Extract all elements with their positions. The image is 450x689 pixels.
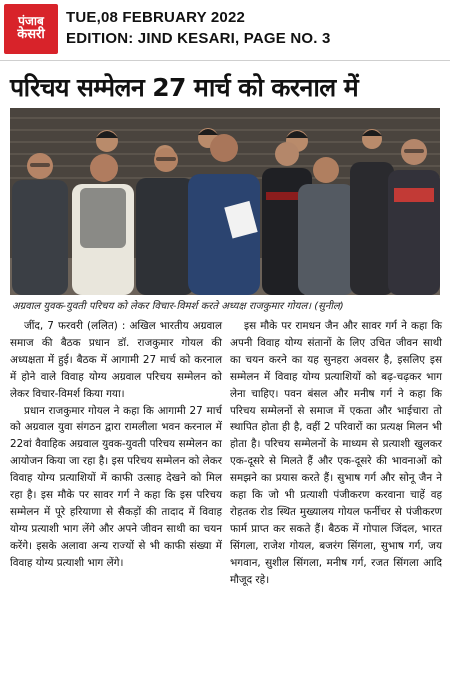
paragraph: इस मौके पर रामधन जैन और सावर गर्ग ने कहा कि अपनी विवाह योग्य संतानों के लिए उचित जीवन साथी का चयन करने का यह सुनहरा अवसर है, इसलिए इस सम्मेलन में विवाह योग्य प्रत्याशियों को बढ़-चढ़कर भाग लेना चाहिए। पवन बंसल और मनीष गर्ग ने कहा कि परिचय सम्मेलनों से समाज में एकता और भाईचारा तो स्थापित होता ही है, वहीं 2 परिवारों का प्रत्यक्ष मिलन भी होता है। परिचय सम्मेलनों के माध्यम से प्रत्याशी खुलकर एक-दूसरे से मिलते हैं और एक-दूसरे की भावनाओं को समझने का प्रयास करते हैं। सुभाष गर्ग और सोनू जैन ने कहा कि जो भी प्रत्याशी पंजीकरण करवाना चाहें वह रोहतक रोड स्थित मुख्यालय गोयल फर्नीचर से पंजीकरण फार्म प्राप्त कर सकते हैं। बैठक में गोपाल जिंदल, भारत सिंगला, राजेश गोयल, बजरंग सिंगला, सुभाष गर्ग, जय भगवान, सुशील सिंगला, मनीष गर्ग, रजत सिंगला आदि मौजूद रहे। (230, 320, 442, 586)
logo-line-2: केसरी (17, 27, 45, 43)
masthead-divider (0, 60, 450, 61)
article-column-left (10, 318, 222, 572)
article-headline: परिचय सम्मेलन 27 मार्च को करनाल में (10, 73, 359, 102)
article-photo (10, 108, 440, 295)
logo-line-1: पंजाब (18, 13, 44, 28)
article-column-right (230, 318, 442, 589)
masthead (0, 0, 450, 58)
publication-date: TUE,08 FEBRUARY 2022 (66, 9, 246, 26)
edition-meta (66, 7, 331, 49)
photo-caption: अग्रवाल युवक-युवती परिचय को लेकर विचार-विमर्श करते अध्यक्ष राजकुमार गोयल। (सुनील) (12, 301, 344, 312)
paragraph: प्रधान राजकुमार गोयल ने कहा कि आगामी 27 मार्च को अग्रवाल युवा संगठन द्वारा रामलीला भवन करनाल में 22वां वैवाहिक अग्रवाल युवक-युवती परिचय सम्मेलन का आयोजन किया जा रहा है। इस परिचय सम्मेलन को लेकर विवाह योग्य प्रत्याशियों में काफी उत्साह देखने को मिल रहा है। इस मौके पर सावर गर्ग ने कहा कि इस परिचय सम्मेलन में पूरे हरियाणा से सैकड़ों की तादाद में विवाह योग्य प्रत्याशी भाग लेंगे और अपने जीवन साथी का चयन करेंगे। इसके अलावा अन्य राज्यों से भी काफी संख्या में विवाह योग्य प्रत्याशी भाग लेंगे। (10, 404, 222, 569)
paragraph: जींद, 7 फरवरी (ललित) : अखिल भारतीय अग्रवाल समाज की बैठक प्रधान डॉ. राजकुमार गोयल की अध्यक्षता में हुई। बैठक में आगामी 27 मार्च को करनाल में होने वाले विवाह योग्य अग्रवाल परिचय सम्मेलन को लेकर विचार-विमर्श किया गया। (10, 320, 222, 400)
newspaper-logo (4, 4, 58, 54)
edition-info: EDITION: JIND KESARI, PAGE NO. 3 (66, 30, 331, 47)
